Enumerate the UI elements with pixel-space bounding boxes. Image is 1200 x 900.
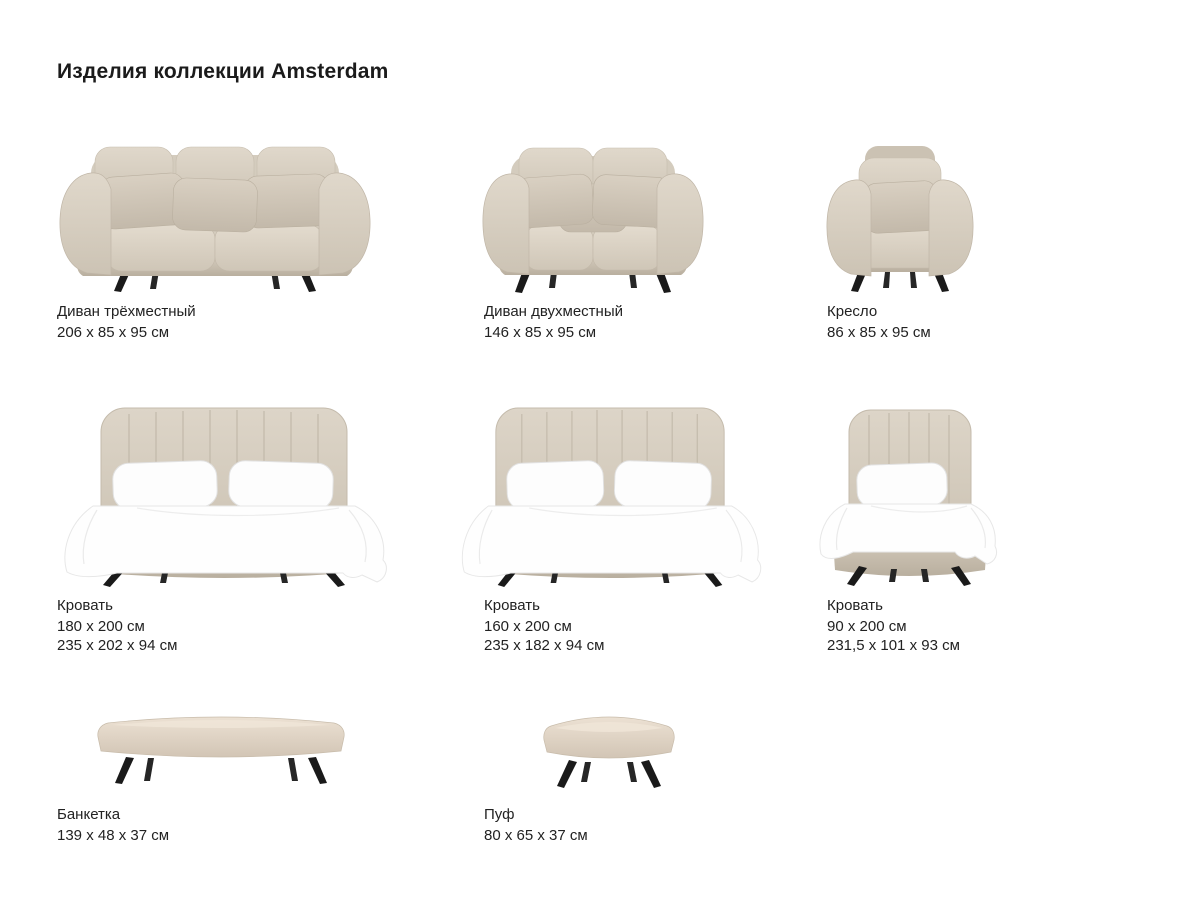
bed-double-180-image: [57, 406, 391, 587]
product-name: Пуф: [484, 806, 515, 823]
bench-image: [92, 703, 350, 787]
product-caption-sofa-three-seat: [57, 302, 196, 342]
product-name: Кровать: [484, 597, 540, 614]
product-dimensions: 231,5 x 101 x 93 см: [827, 637, 960, 654]
product-sleeping-size: 160 x 200 см: [484, 618, 572, 635]
product-dimensions: 146 x 85 x 95 см: [484, 324, 597, 341]
product-name: Кресло: [827, 303, 878, 320]
sofa-three-seat-image: [57, 131, 373, 294]
product-caption-bench: [57, 805, 169, 845]
product-caption-bed-180: [57, 596, 177, 655]
product-name: Диван двухместный: [484, 303, 623, 320]
bed-double-160-image: [455, 406, 765, 587]
product-caption-sofa-two-seat: [484, 302, 623, 342]
product-dimensions: 80 x 65 x 37 см: [484, 827, 588, 844]
product-caption-pouf: [484, 805, 588, 845]
product-caption-bed-90: [827, 596, 960, 655]
product-name: Кровать: [57, 597, 113, 614]
product-dimensions: 206 x 85 x 95 см: [57, 324, 170, 341]
product-caption-armchair: [827, 302, 931, 342]
sofa-two-seat-image: [481, 134, 705, 294]
product-name: Кровать: [827, 597, 883, 614]
product-dimensions: 139 x 48 x 37 см: [57, 827, 170, 844]
bed-single-90-image: [811, 406, 1007, 587]
product-caption-bed-160: [484, 596, 604, 655]
product-sleeping-size: 180 x 200 см: [57, 618, 145, 635]
page-title: Изделия коллекции Amsterdam: [57, 60, 389, 84]
product-dimensions: 86 x 85 x 95 см: [827, 324, 931, 341]
armchair-image: [825, 140, 975, 293]
product-dimensions: 235 x 202 x 94 см: [57, 637, 178, 654]
product-name: Диван трёхместный: [57, 303, 196, 320]
product-dimensions: 235 x 182 x 94 см: [484, 637, 605, 654]
product-name: Банкетка: [57, 806, 121, 823]
pouf-image: [517, 700, 701, 791]
product-sleeping-size: 90 x 200 см: [827, 618, 907, 635]
